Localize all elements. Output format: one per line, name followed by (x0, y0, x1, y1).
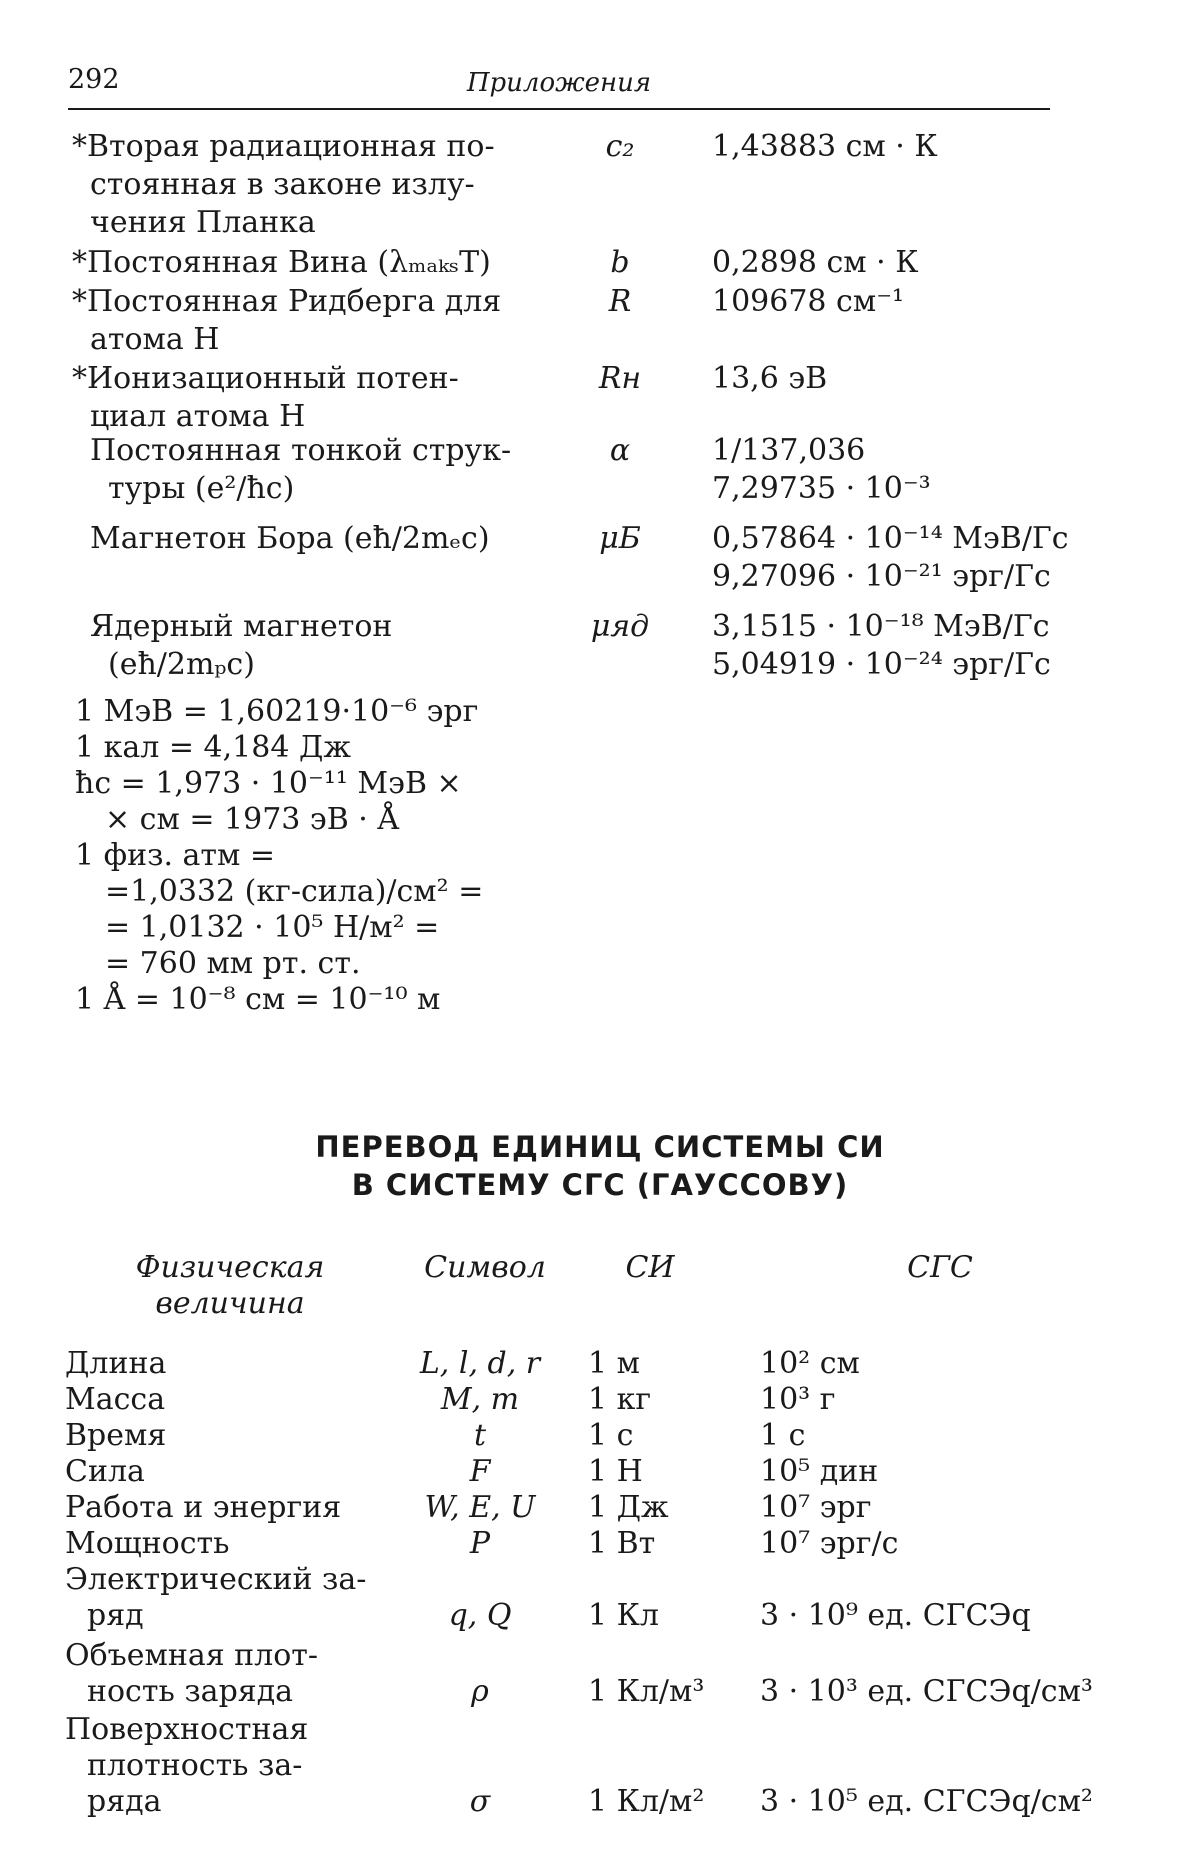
cgs-unit: 3 · 10⁹ ед. СГСЭq (760, 1598, 1031, 1633)
relation-line: 1 МэВ = 1,60219·10⁻⁶ эрг (75, 694, 479, 729)
quantity-name-line: плотность за- (87, 1748, 303, 1783)
quantity-name (65, 1418, 395, 1454)
relation-line: 1 Å = 10⁻⁸ см = 10⁻¹⁰ м (75, 982, 441, 1017)
quantity-name-line: ряд (87, 1598, 144, 1633)
si-unit: 1 Дж (588, 1490, 669, 1525)
constant-value (712, 608, 1132, 684)
si-unit: 1 с (588, 1418, 634, 1453)
constant-symbol: R (608, 284, 632, 319)
constant-value-line: 3,1515 · 10⁻¹⁸ МэВ/Гс (712, 609, 1050, 644)
constant-name-line: циал атома H (90, 399, 306, 434)
relation-line: × см = 1973 эВ · Å (105, 802, 400, 837)
constant-name-line: Магнетон Бора (eħ/2mₑc) (90, 521, 490, 556)
relation-line: =1,0332 (кг-сила)/см² = (105, 874, 484, 909)
quantity-symbol: L, l, d, r (419, 1346, 541, 1381)
column-header-quantity (95, 1250, 365, 1322)
quantity-symbol: W, E, U (424, 1490, 536, 1525)
constant-name-line: чения Планка (90, 205, 316, 240)
quantity-name (65, 1562, 395, 1634)
cgs-unit: 10⁷ эрг/с (760, 1526, 899, 1561)
constant-name-line: *Постоянная Ридберга для (72, 284, 502, 319)
constant-value-line: 9,27096 · 10⁻²¹ эрг/Гс (712, 559, 1051, 594)
relation-line: 1 кал = 4,184 Дж (75, 730, 351, 765)
constant-value-line: 0,57864 · 10⁻¹⁴ МэВ/Гс (712, 521, 1069, 556)
column-header-si: СИ (625, 1250, 675, 1285)
constant-value: 1,43883 см · К (712, 129, 938, 164)
cgs-unit: 3 · 10³ ед. СГСЭq/см³ (760, 1674, 1093, 1709)
quantity-symbol: M, m (440, 1382, 520, 1417)
quantity-name-line: Электрический за- (65, 1562, 367, 1597)
cgs-unit: 3 · 10⁵ ед. СГСЭq/см² (760, 1784, 1093, 1819)
si-unit: 1 м (588, 1346, 640, 1381)
quantity-name-line: Работа и энергия (65, 1490, 342, 1525)
page-number: 292 (68, 64, 120, 95)
unit-relations (75, 694, 483, 1018)
si-unit: 1 Вт (588, 1526, 656, 1561)
quantity-name (65, 1638, 395, 1710)
constant-symbol: α (609, 433, 631, 468)
constant-value (712, 520, 1132, 596)
constant-name-line: (eħ/2mₚc) (108, 647, 255, 682)
quantity-name-line: Длина (65, 1346, 167, 1381)
constant-value-line: 5,04919 · 10⁻²⁴ эрг/Гс (712, 647, 1051, 682)
cgs-unit: 1 с (760, 1418, 806, 1453)
constant-value: 109678 см⁻¹ (712, 284, 905, 319)
constant-name-line: Ядерный магнетон (90, 609, 393, 644)
quantity-symbol: t (473, 1418, 487, 1453)
quantity-name-line: ряда (87, 1784, 162, 1819)
quantity-name-line: Масса (65, 1382, 166, 1417)
section-title-line: ПЕРЕВОД ЕДИНИЦ СИСТЕМЫ СИ (315, 1130, 885, 1164)
relation-line: ħc = 1,973 · 10⁻¹¹ МэВ × (75, 766, 462, 801)
header-line: величина (155, 1286, 305, 1321)
running-title: Приложения (466, 68, 652, 98)
constant-name (72, 283, 502, 359)
si-unit: 1 кг (588, 1382, 652, 1417)
running-head (68, 64, 1050, 110)
section-title (0, 1128, 1200, 1204)
constant-name-line: *Постоянная Вина (λₘₐₖₛT) (72, 245, 491, 280)
si-unit: 1 Кл/м³ (588, 1674, 705, 1709)
si-unit: 1 Н (588, 1454, 643, 1489)
column-header-cgs: СГС (907, 1250, 973, 1285)
constant-name-line: туры (e²/ħc) (108, 471, 295, 506)
constant-symbol: μяд (590, 609, 650, 644)
constant-name-line: *Ионизационный потен- (72, 361, 459, 396)
quantity-symbol: q, Q (448, 1598, 512, 1633)
constant-name (72, 432, 512, 508)
constant-symbol: μБ (599, 521, 641, 556)
constant-name (72, 520, 502, 558)
quantity-name-line: Объемная плот- (65, 1638, 319, 1673)
constant-name (72, 244, 502, 282)
quantity-name-line: ность заряда (87, 1674, 294, 1709)
quantity-name-line: Сила (65, 1454, 145, 1489)
constant-name-line: Постоянная тонкой струк- (90, 433, 512, 468)
quantity-symbol: σ (469, 1784, 491, 1819)
constant-name-line: *Вторая радиационная по- (72, 129, 495, 164)
quantity-name (65, 1712, 395, 1820)
constant-value-line: 7,29735 · 10⁻³ (712, 471, 931, 506)
cgs-unit: 10³ г (760, 1382, 836, 1417)
cgs-unit: 10⁷ эрг (760, 1490, 872, 1525)
quantity-symbol: P (469, 1526, 491, 1561)
quantity-name-line: Время (65, 1418, 167, 1453)
quantity-name-line: Поверхностная (65, 1712, 309, 1747)
constant-value: 13,6 эВ (712, 361, 828, 396)
constant-value (712, 432, 1132, 508)
section-title-line: В СИСТЕМУ СГС (ГАУССОВУ) (351, 1168, 849, 1202)
si-unit: 1 Кл (588, 1598, 659, 1633)
cgs-unit: 10⁵ дин (760, 1454, 879, 1489)
quantity-symbol: F (469, 1454, 491, 1489)
relation-line: = 1,0132 · 10⁵ Н/м² = (105, 910, 440, 945)
header-line: Физическая (135, 1250, 325, 1285)
constant-symbol: c₂ (605, 129, 635, 164)
column-header-symbol: Символ (424, 1250, 546, 1285)
quantity-name-line: Мощность (65, 1526, 230, 1561)
constant-name-line: атома H (90, 322, 220, 357)
constant-value-line: 1/137,036 (712, 433, 866, 468)
constant-name (72, 128, 502, 242)
constant-name (72, 360, 502, 436)
constant-symbol: b (610, 245, 630, 280)
cgs-unit: 10² см (760, 1346, 860, 1381)
constant-name (72, 608, 502, 684)
constant-name-line: стоянная в законе излу- (90, 167, 475, 202)
si-unit: 1 Кл/м² (588, 1784, 705, 1819)
constant-symbol: Rн (598, 361, 642, 396)
quantity-name (65, 1490, 395, 1526)
quantity-name (65, 1382, 395, 1418)
quantity-name (65, 1454, 395, 1490)
quantity-name (65, 1526, 395, 1562)
relation-line: 1 физ. атм = (75, 838, 276, 873)
quantity-name (65, 1346, 395, 1382)
relation-line: = 760 мм рт. ст. (105, 946, 361, 981)
constant-value: 0,2898 см · К (712, 245, 919, 280)
quantity-symbol: ρ (471, 1674, 489, 1709)
